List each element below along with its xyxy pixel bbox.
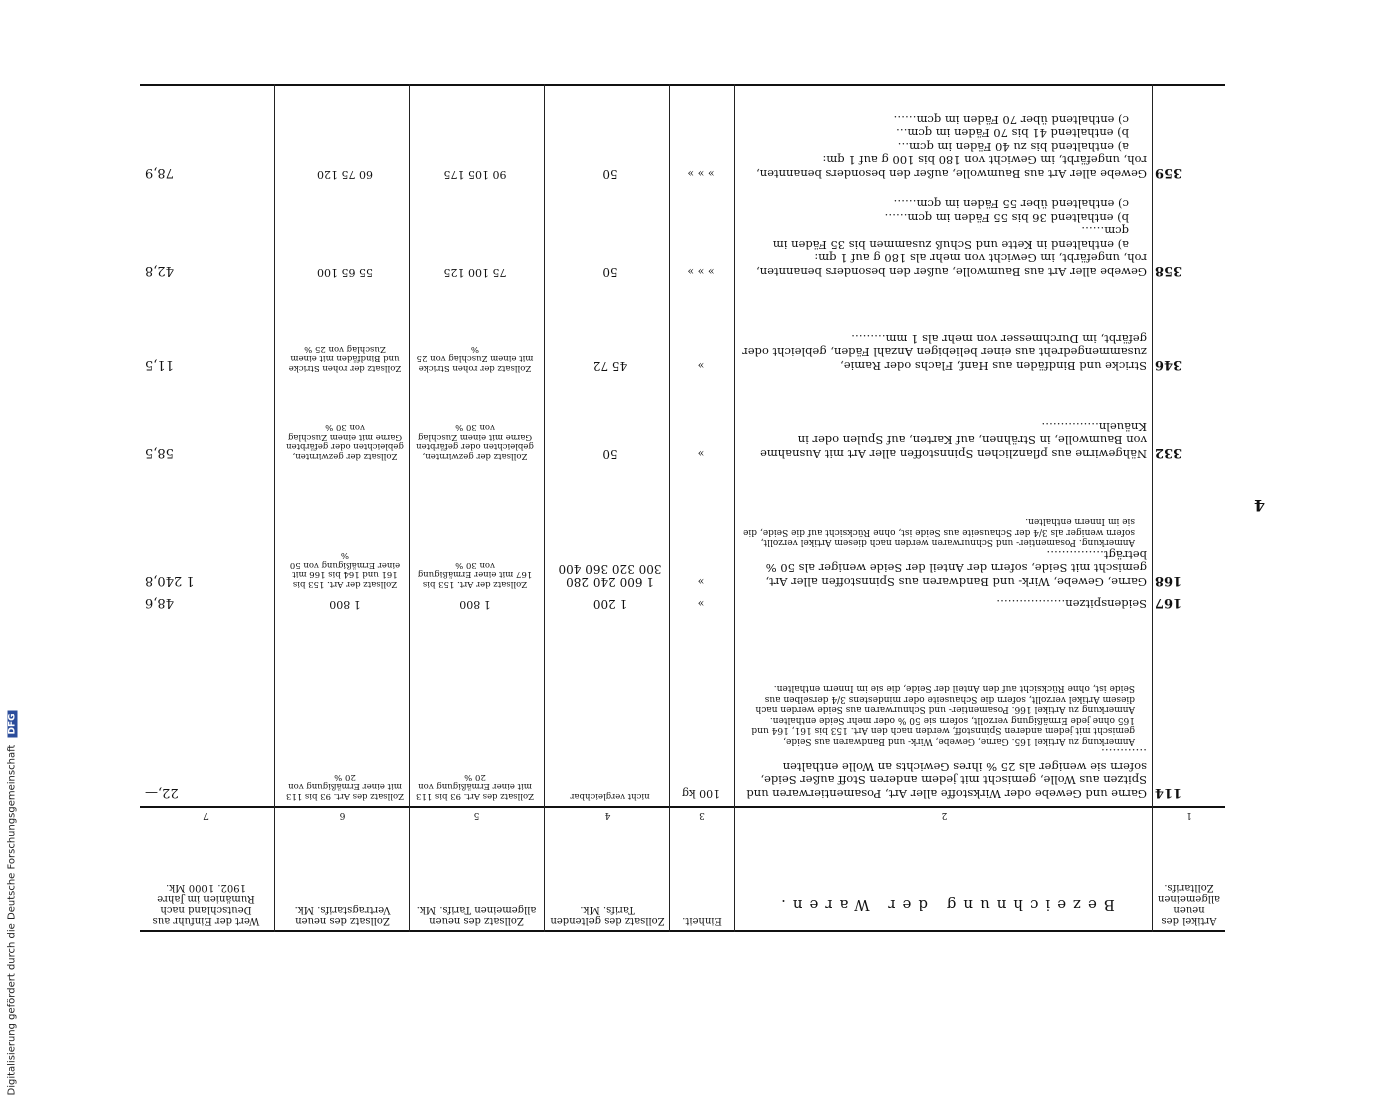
goods-description: Nähgewirne aus pflanzlichen Spinnstoffen aller Art mit Ausnahme von Baumwolle, in Strähnen, auf Karten, auf Spulen oder in Knäueln…………… xyxy=(760,420,1147,461)
article-number: 167 xyxy=(1155,595,1183,610)
current-duty: 50 xyxy=(602,265,618,279)
current-duty: 50 xyxy=(602,167,618,181)
article-number: 114 xyxy=(1155,785,1183,800)
unit: » xyxy=(697,575,705,588)
unit: » xyxy=(697,359,705,372)
unit: 100 kg xyxy=(681,787,721,800)
description-note: Anmerkung zu Artikel 165. Garne, Gewebe, Wirk- und Bandwaren aus Seide, gemischt mit jedem anderen Spinnstoff, werden nach den Art. 153 bis 161, 164 und 165 ohne jede Ermäßigung verzollt, sofern sie 50 % oder mehr Seide enthalten. Anmerkung zu Artikel 166. Posamentier- und Schnurwaren aus Seide werden nach diesem Artikel verzollt, sofern die Schauseite oder mindestens 3/4 derselben aus Seide ist, ohne Rücksicht auf den Anteil der Seide, die sie im Innern enthalten. xyxy=(751,683,1135,746)
new-general-duty: Zollsatz der Art. 153 bis 167 mit einer Ermäßigung von 30 % xyxy=(417,560,533,589)
col-separator-5 xyxy=(409,84,410,932)
article-number: 168 xyxy=(1155,573,1183,588)
article-number: 358 xyxy=(1155,263,1183,278)
col-number-5: 5 xyxy=(473,810,480,820)
col-separator-2 xyxy=(734,84,735,932)
description-subitem-c: c) enthaltend über 70 Fäden im qcm…… xyxy=(893,113,1129,127)
new-contract-duty: Zollsatz der gezwirnten, gebleichten oder gefärbten Garne mit einem Zuschlag von 30 % xyxy=(286,422,404,461)
unit: » xyxy=(697,447,705,460)
import-value: 48,6 xyxy=(145,595,174,610)
goods-description xyxy=(742,683,1147,800)
header-description: Bezeichnung der Waren. xyxy=(774,896,1115,914)
new-general-duty: Zollsatz des Art. 93 bis 113 mit einer Ermäßigung von 20 % xyxy=(416,772,535,801)
col-number-6: 6 xyxy=(339,810,346,820)
current-duty: 50 xyxy=(602,447,618,461)
new-contract-duty: Zollsatz des Art. 93 bis 113 mit einer Ermäßigung von 20 % xyxy=(286,772,405,801)
description-text: Garne und Gewebe oder Wirkstoffe aller Art, Posamentierwaren und Spitzen aus Wolle, gemischt mit jedem anderen Stoff außer Seide, sofern sie weniger als 25 % ihres Gewichts an Wolle enthalten ………… xyxy=(746,746,1147,801)
goods-description xyxy=(742,197,1147,278)
article-number: 332 xyxy=(1155,445,1183,460)
goods-description xyxy=(742,113,1147,181)
digitization-footer xyxy=(7,496,18,1096)
new-contract-duty: Zollsatz der Art. 153 bis 161 und 164 bis 166 mit einer Ermäßigung von 50 % xyxy=(289,550,401,589)
col-number-2: 2 xyxy=(941,810,948,820)
import-value: 11,5 xyxy=(145,357,174,372)
new-contract-duty: 60 75 120 xyxy=(317,168,373,181)
col-number-7: 7 xyxy=(203,810,209,820)
new-general-duty: Zollsatz der rohen Stricke mit einem Zuschlag von 25 % xyxy=(416,344,534,373)
description-note: Anmerkung. Posamentier- und Schnurwaren werden nach diesem Artikel verzollt, sofern weniger als 3/4 der Schauseite aus Seide ist, ohne Rücksicht auf die Seide, die sie im Innern enthalten. xyxy=(743,516,1135,548)
unit: » » » xyxy=(687,265,715,278)
description-subitem-c: c) enthaltend über 55 Fäden im qcm…… xyxy=(893,197,1129,212)
header-article: Artikel des neuen allgemeinen Zolltarifs. xyxy=(1157,882,1221,926)
goods-description: Seidenspitzen……………… xyxy=(996,597,1147,611)
new-general-duty: 75 100 125 xyxy=(443,266,507,279)
article-number: 346 xyxy=(1155,357,1183,372)
import-value: 78,9 xyxy=(145,165,174,180)
description-subitem-b: b) enthaltend 41 bis 70 Fäden im qcm… xyxy=(895,126,1129,141)
article-number: 359 xyxy=(1155,165,1183,180)
new-contract-duty: 1 800 xyxy=(329,598,361,611)
col-number-1: 1 xyxy=(1186,810,1192,820)
goods-description xyxy=(742,516,1147,588)
tariff-table xyxy=(140,84,1225,932)
current-duty: 1 600 240 280 300 320 360 400 xyxy=(558,562,662,589)
footer-text: Digitalisierung gefördert durch die Deutsche Forschungsgemeinschaft xyxy=(6,744,18,1096)
dfg-logo: DFG xyxy=(8,710,18,737)
header-import-value: Wert der Einfuhr aus Deutschland nach Rumänien im Jahre 1902. 1000 Mk. xyxy=(152,882,260,926)
new-general-duty: Zollsatz der gezwirnten, gebleichten oder gefärbten Garne mit einem Zuschlag von 30 % xyxy=(416,422,534,461)
description-text: Gewebe aller Art aus Baumwolle, außer den besonders benannten, roh, ungefärbt, im Gewicht von 180 bis 100 g auf 1 qm: xyxy=(756,153,1147,181)
import-value: 42,8 xyxy=(145,263,174,278)
col-separator-1 xyxy=(1152,84,1153,932)
unit: » » » xyxy=(687,167,715,180)
current-duty: 1 200 xyxy=(592,597,628,611)
description-text: Garne, Gewebe, Wirk- und Bandwaren aus Spinnstoffen aller Art, gemischt mit Seide, sofern der Anteil der Seide weniger als 50 % beträgt…………… xyxy=(765,548,1147,589)
table-bottom-rule xyxy=(140,84,1225,86)
new-general-duty: 90 105 175 xyxy=(443,168,507,181)
current-duty: nicht vergleichbar xyxy=(570,791,650,801)
header-unit: Einheit. xyxy=(682,915,722,926)
description-subitem-a: a) enthaltend bis zu 40 Fäden im qcm… xyxy=(897,140,1129,154)
header-bottom-rule xyxy=(140,806,1225,808)
col-number-4: 4 xyxy=(604,810,611,820)
import-value: 1 240,8 xyxy=(145,573,195,588)
header-new-general-duty: Zollsatz des neuen allgemeinen Tarifs. Mk. xyxy=(416,904,537,926)
description-text: Gewebe aller Art aus Baumwolle, außer den besonders benannten, roh, ungefärbt, im Gewicht von mehr als 180 g auf 1 qm: xyxy=(756,251,1147,279)
description-subitem-a: a) enthaltend in Kette und Schuß zusammen bis 35 Fäden im qcm…… xyxy=(772,224,1129,252)
col-separator-4 xyxy=(544,84,545,932)
table-top-rule xyxy=(140,930,1225,932)
goods-description: Stricke und Bindfäden aus Hanf, Flachs oder Ramie, zusammengedreht aus einer beliebigen Anzahl Fäden, gebleicht oder gefärbt, im Durchmesser von mehr als 1 mm……… xyxy=(742,332,1147,373)
new-contract-duty: Zollsatz der rohen Stricke und Bindfäden mit einem Zuschlag von 25 % xyxy=(288,344,402,373)
col-number-3: 3 xyxy=(699,810,705,820)
current-duty: 45 72 xyxy=(592,359,628,373)
import-value: 22,— xyxy=(145,785,179,800)
page-number: 4 xyxy=(1254,496,1266,515)
header-current-duty: Zollsatz des geltenden Tarifs. Mk. xyxy=(550,904,665,926)
new-general-duty: 1 800 xyxy=(459,598,491,611)
description-subitem-b: b) enthaltend 36 bis 55 Fäden im qcm…… xyxy=(884,211,1129,225)
import-value: 58,5 xyxy=(145,445,174,460)
header-new-contract-duty: Zollsatz des neuen Vertragstarifs. Mk. xyxy=(294,904,391,926)
col-separator-6 xyxy=(274,84,275,932)
unit: » xyxy=(697,597,705,610)
new-contract-duty: 55 65 100 xyxy=(317,266,373,279)
col-separator-3 xyxy=(669,84,670,932)
